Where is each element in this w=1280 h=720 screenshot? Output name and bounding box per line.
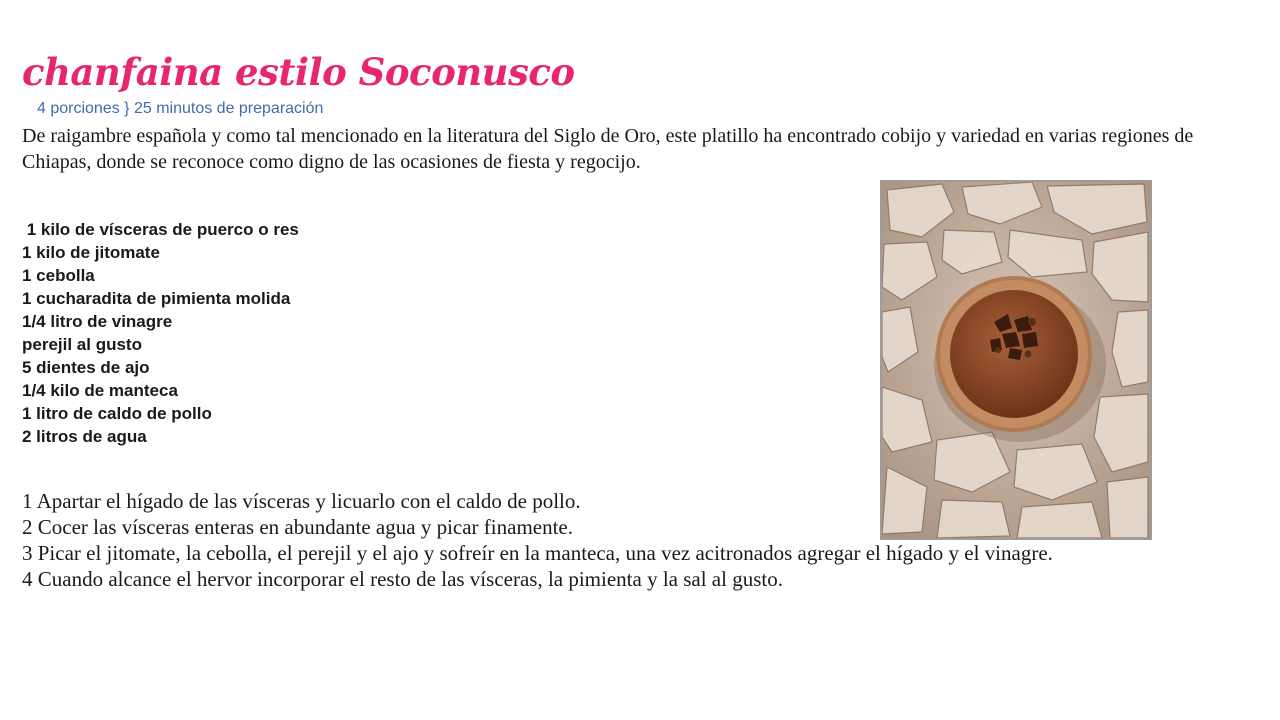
step-item: 3 Picar el jitomate, la cebolla, el perejil y el ajo y sofreír en la manteca, una vez acitronados agregar el hígado y el vinagre. <box>22 541 1053 565</box>
recipe-intro: De raigambre española y como tal mencionado en la literatura del Siglo de Oro, este platillo ha encontrado cobijo y variedad en varias regiones de Chiapas, donde se reconoce como digno de las ocasiones de fiesta y regocijo. <box>22 125 1194 173</box>
ingredients-list <box>22 218 299 448</box>
ingredient-item: 1/4 litro de vinagre <box>22 312 173 331</box>
ingredient-item: 1 kilo de vísceras de puerco o res <box>22 220 299 239</box>
recipe-photo <box>880 180 1152 540</box>
ingredient-item: 1 litro de caldo de pollo <box>22 404 212 423</box>
recipe-subtitle: 4 porciones } 25 minutos de preparación <box>37 100 324 117</box>
steps-list <box>22 488 1247 592</box>
ingredient-item: 1 kilo de jitomate <box>22 243 160 262</box>
step-item: 2 Cocer las vísceras enteras en abundante agua y picar finamente. <box>22 515 574 539</box>
ingredient-item: 5 dientes de ajo <box>22 358 150 377</box>
step-item: 1 Apartar el hígado de las vísceras y licuarlo con el caldo de pollo. <box>22 489 581 513</box>
ingredient-item: 2 litros de agua <box>22 427 147 446</box>
recipe-title: chanfaina estilo Soconusco <box>22 50 575 94</box>
stew-bowl-illustration <box>882 182 1150 538</box>
ingredient-item: 1/4 kilo de manteca <box>22 381 178 400</box>
step-item: 4 Cuando alcance el hervor incorporar el resto de las vísceras, la pimienta y la sal al gusto. <box>22 567 783 591</box>
ingredient-item: perejil al gusto <box>22 335 142 354</box>
ingredient-item: 1 cucharadita de pimienta molida <box>22 289 291 308</box>
ingredient-item: 1 cebolla <box>22 266 95 285</box>
